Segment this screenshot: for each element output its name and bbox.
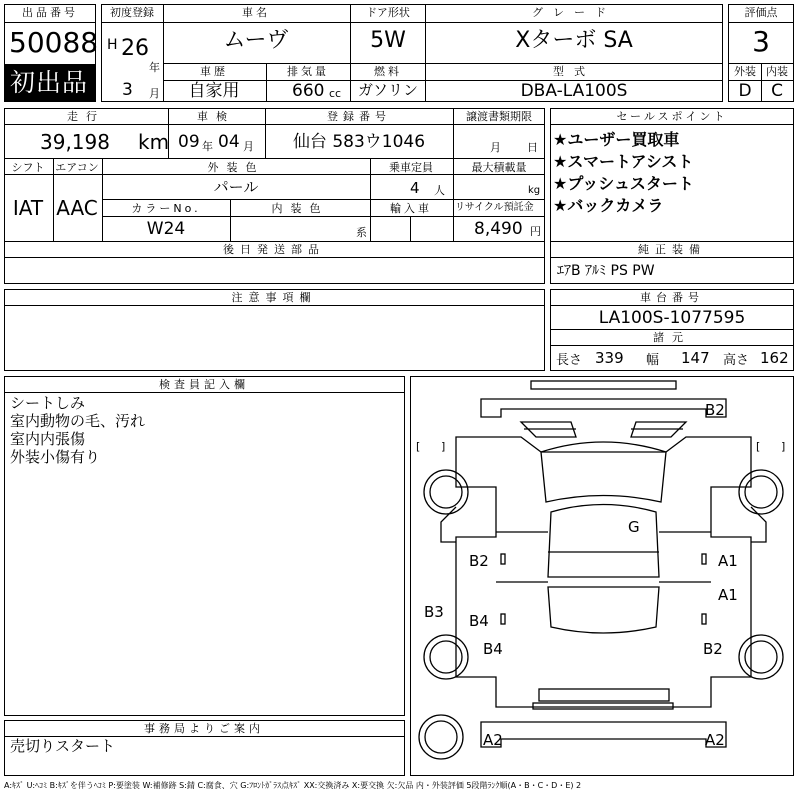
displacement-unit: cc (329, 87, 342, 100)
later-parts-label: 後日発送部品 (223, 243, 325, 256)
inspector-line-4: 外装小傷有り (10, 448, 101, 466)
inspector-line-2: 室内動物の毛、汚れ (10, 412, 146, 430)
damage-mark-7: B4 (469, 612, 489, 630)
transfer-label: 譲渡書類期限 (466, 110, 532, 123)
width-label: 幅 (646, 353, 660, 368)
width: 147 (681, 349, 710, 367)
sales-label: セールスポイント (616, 110, 728, 123)
grade-label: グレード (532, 6, 616, 19)
inspector-label: 検査員記入欄 (159, 378, 249, 391)
model-label: 型式 (553, 65, 595, 78)
bracket-left-2: [ (756, 440, 761, 453)
interior-label: 内装 (766, 65, 788, 78)
damage-mark-3: B2 (469, 552, 489, 570)
load-unit: kg (528, 185, 541, 196)
color-no: W24 (146, 219, 186, 239)
damage-mark-1: B2 (705, 401, 725, 419)
capacity-label: 乗車定員 (389, 161, 433, 174)
damage-mark-6: B3 (424, 603, 444, 621)
color-no-label: カラーNo. (131, 202, 201, 215)
recycle: 8,490 (474, 219, 523, 239)
plate: 仙台 583ウ1046 (292, 132, 426, 152)
color-label: 外装色 (207, 161, 265, 174)
bracket-right-1: ] (441, 440, 446, 453)
equipment-value: ｴｱB ｱﾙﾐ PS PW (557, 263, 655, 279)
ac: AAC (56, 196, 98, 220)
transfer-month-unit: 月 (490, 141, 501, 154)
load-label: 最大積載量 (471, 161, 527, 174)
interior-grade: C (771, 81, 783, 101)
doors-label: ドア形状 (366, 6, 410, 19)
car-diagram (410, 376, 794, 776)
inspector-line-1: シートしみ (10, 394, 86, 412)
displacement: 660 (292, 81, 325, 101)
era: H (107, 37, 118, 53)
color: パール (213, 178, 259, 196)
fuel: ガソリン (357, 81, 419, 99)
damage-mark-2: G (628, 518, 640, 536)
int-color-label: 内装色 (271, 202, 329, 215)
recycle-label: リサイクル預託金 (455, 202, 534, 213)
first-listing-label: 初出品 (10, 68, 89, 97)
office-label: 事務局よりご案内 (144, 722, 264, 735)
displacement-label: 排気量 (287, 65, 329, 78)
damage-mark-10: A2 (483, 731, 503, 749)
mileage-unit: km (138, 130, 170, 154)
first-reg-label: 初度登録 (110, 6, 154, 19)
sales-point-4: ★バックカメラ (553, 196, 664, 215)
damage-mark-4: A1 (718, 552, 738, 570)
doors: 5W (370, 28, 406, 53)
inspection-label: 車検 (197, 110, 235, 123)
ac-label: エアコン (55, 161, 99, 174)
inspection-year-unit: 年 (202, 140, 213, 153)
exterior-label: 外装 (734, 65, 756, 78)
chassis-number: LA100S-1077595 (598, 308, 746, 328)
length: 339 (595, 349, 624, 367)
month-unit: 月 (149, 87, 160, 100)
history: 自家用 (188, 81, 240, 101)
office-text: 売切りスタート (10, 737, 116, 755)
legend-text: A:ｷｽﾞ U:ﾍｺﾐ B:ｷｽﾞを伴うﾍｺﾐ P:要塗装 W:補修跡 S:錆 C:腐食、穴 G:ﾌﾛﾝﾄｶﾞﾗｽ点ｷｽﾞ XX:交換済み X:要交換 欠:欠品 内・外装評価 5段階ﾗﾝｸ順(A・B・C・D・E) 2 (4, 781, 582, 790)
first-reg-month: 3 (122, 80, 133, 100)
exterior-grade: D (738, 81, 752, 101)
notes-label: 注意事項欄 (231, 291, 317, 304)
inspection-month-unit: 月 (243, 140, 254, 153)
car-name: ムーヴ (223, 28, 289, 53)
model: DBA-LA100S (520, 81, 628, 101)
lot-number: 50088 (9, 26, 99, 59)
first-reg-year: 26 (121, 36, 149, 61)
damage-mark-11: A2 (705, 731, 725, 749)
plate-label: 登録番号 (327, 110, 391, 123)
car-diagram-svg (411, 377, 795, 777)
history-label: 車歴 (200, 65, 228, 78)
mileage: 39,198 (40, 130, 110, 154)
damage-mark-5: A1 (718, 586, 738, 604)
damage-mark-8: B4 (483, 640, 503, 658)
lot-label: 出品番号 (22, 6, 78, 19)
score-label: 評価点 (744, 6, 778, 19)
shift: IAT (12, 196, 44, 220)
recycle-unit: 円 (530, 225, 541, 238)
height: 162 (760, 349, 789, 367)
sales-point-3: ★プッシュスタート (553, 174, 694, 193)
chassis-label: 車台番号 (640, 291, 704, 304)
year-unit: 年 (149, 61, 160, 74)
inspection-month: 04 (218, 132, 240, 152)
fuel-label: 燃料 (374, 65, 402, 78)
capacity-unit: 人 (434, 184, 445, 197)
int-color-unit: 系 (356, 226, 367, 239)
capacity: 4 (410, 179, 420, 197)
length-label: 長さ (556, 353, 583, 368)
inspection-year: 09 (178, 132, 200, 152)
bracket-left-1: [ (416, 440, 421, 453)
bracket-right-2: ] (781, 440, 786, 453)
transfer-day-unit: 日 (527, 141, 538, 154)
grade: Xターボ SA (515, 28, 633, 53)
dims-label: 諸元 (653, 331, 691, 344)
damage-mark-9: B2 (703, 640, 723, 658)
sales-point-1: ★ユーザー買取車 (553, 130, 680, 149)
car-name-label: 車名 (242, 6, 270, 19)
score: 3 (752, 25, 770, 58)
height-label: 高さ (723, 353, 750, 368)
mileage-label: 走行 (67, 110, 105, 123)
inspector-line-3: 室内内張傷 (10, 430, 86, 448)
shift-label: シフト (11, 161, 45, 174)
sales-point-2: ★スマートアシスト (553, 152, 694, 171)
equipment-label: 純正装備 (638, 243, 706, 256)
import-label: 輸入車 (390, 202, 432, 215)
